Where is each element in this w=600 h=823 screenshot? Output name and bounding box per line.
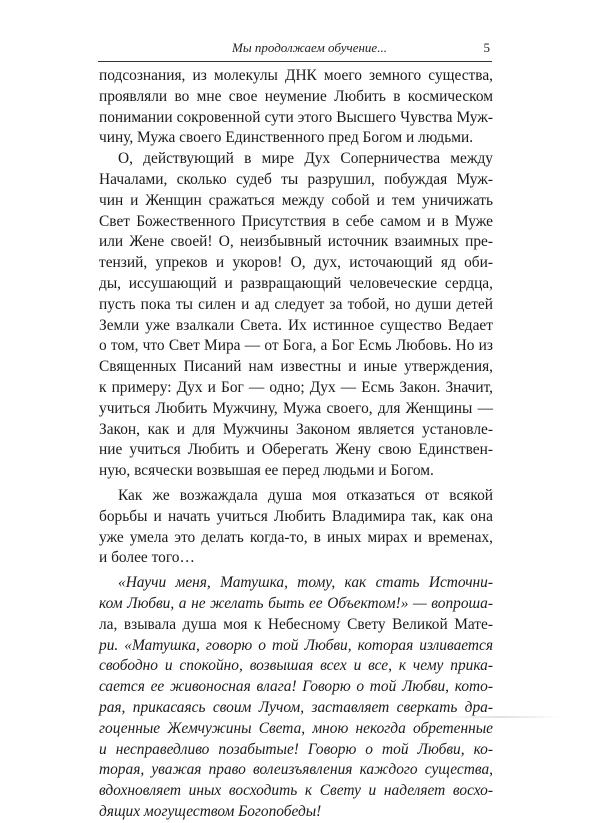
- paragraph: [99, 149, 493, 482]
- text-line: чину, Мужа своего Единственного пред Богом и людьми.: [99, 129, 474, 147]
- text-line: и несправедливо позабытые! Говорю о той Любви, ко-: [99, 740, 493, 758]
- text-line: ние учиться Любить и Оберегать Жену свою Единствен-: [99, 441, 493, 459]
- text-line: и более того…: [99, 549, 195, 567]
- text-line: к примеру: Дух и Бог — одно; Дух — Есмь Закон. Значит,: [99, 378, 493, 396]
- text-line: Началами, сколько судеб ты разрушил, побуждая Муж-: [99, 170, 493, 188]
- text-line: сается ее живоносная влага! Говорю о той Любви, кото-: [99, 678, 493, 696]
- text-line: ла, взывала душа моя к Небесному Свету Великой Мате-: [99, 615, 493, 633]
- scan-edge-shadow: [440, 716, 560, 718]
- text-line: вдохновляет иных восходить к Свету и наделяет восхо-: [99, 782, 493, 800]
- text-line: торая, уважая право волеизъявления каждого существа,: [99, 761, 493, 779]
- text-line: борьбы и начать учиться Любить Владимира так, как она: [99, 507, 493, 525]
- text-line: ды, иссушающий и развращающий человеческие сердца,: [99, 274, 493, 292]
- text-line: ком Любви, а не желать быть ее Объектом!» — вопроша-: [99, 594, 493, 612]
- text-line: понимании сокровенной сути этого Высшего Чувства Муж-: [99, 108, 493, 126]
- text-line: или Жене своей! О, неизбывный источник взаимных пре-: [99, 233, 493, 251]
- page-number: 5: [483, 40, 490, 55]
- text-line: подсознания, из молекулы ДНК моего земного существа,: [99, 67, 493, 84]
- text-line: ри. «Матушка, говорю о той Любви, которая изливается: [99, 636, 493, 654]
- text-line: чин и Женщин сражаться между собой и тем уничижать: [99, 191, 493, 209]
- text-line: о том, что Свет Мира — от Бога, а Бог Есмь Любовь. Но из: [99, 337, 493, 355]
- text-line: уже умела это делать когда-то, в иных мирах и временах,: [99, 528, 493, 546]
- text-line: тензий, упреков и укоров! О, дух, источающий яд оби-: [99, 254, 493, 272]
- text-line: свободно и спокойно, возвышая всех и все, к чему прика-: [99, 657, 493, 675]
- text-line: Свет Божественного Присутствия в себе самом и в Муже: [99, 212, 493, 230]
- paragraph: [99, 486, 493, 569]
- text-line: гоценные Жемчужины Света, мною некогда обретенные: [99, 719, 493, 737]
- text-line: проявляли во мне свое неумение Любить в космическом: [99, 87, 493, 105]
- running-header-title: Мы продолжаем обучение...: [232, 40, 387, 55]
- text-line: дящих могуществом Богопобеды!: [99, 802, 322, 820]
- text-line: учиться Любить Мужчину, Мужа своего, для Женщины —: [99, 399, 493, 417]
- text-line: Земли уже взалкали Света. Их истинное существо Ведает: [99, 316, 493, 334]
- text-line: О, действующий в мире Дух Соперничества между: [118, 150, 493, 168]
- paragraph: [99, 66, 493, 149]
- text-line: «Научи меня, Матушка, тому, как стать Источни-: [118, 574, 493, 592]
- text-line: Закон, как и для Мужчины Законом является установле-: [99, 420, 493, 438]
- text-line: пусть пока ты силен и ад следует за тобой, но души детей: [99, 295, 493, 313]
- text-line: Священных Писаний нам известны и иные утверждения,: [99, 358, 493, 376]
- text-line: Как же возжаждала душа моя отказаться от всякой: [118, 486, 493, 504]
- text-line: ную, всячески возвышая ее перед людьми и Богом.: [99, 462, 434, 480]
- body-text: [99, 66, 493, 823]
- paragraph: [99, 573, 493, 823]
- text-line: рая, прикасаясь своим Лучом, заставляет сверкать дра-: [99, 698, 493, 716]
- header-rule: [98, 61, 492, 62]
